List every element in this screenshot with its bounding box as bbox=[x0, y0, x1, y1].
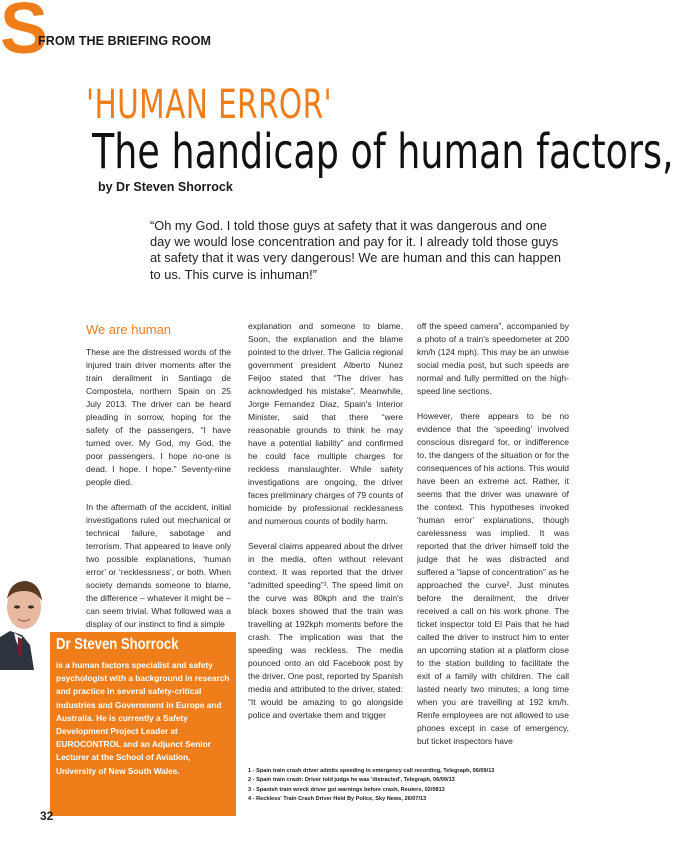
bio-text: is a human factors specialist and safety psychologist with a background in research and practice in several safety-critical industries and Government in Europe and Australia. He is currently a Safety Development Project Leader at EUROCONTROL and an Adjunct Senior Lecturer at the School of Aviation, University of New South Wales. bbox=[56, 660, 230, 776]
pull-quote bbox=[150, 218, 568, 283]
section-label: FROM THE BRIEFING ROOM bbox=[38, 34, 212, 48]
bio-name: Dr Steven Shorrock bbox=[56, 636, 179, 653]
paragraph: Several claims appeared about the driver in the media, often without relevant context. It was reported that the driver “admitted speeding”¹. The speed limit on the curve was 80kph and the train's black boxes showed that the train was travelling at 192kph moments before the crash. The implication was that the speeding was reckless. The media pounced onto an old Facebook post by the driver. One post, reported by Spanish media and attributed to the driver, stated: “It would be amazing to go alongside police and overtake them and trigger bbox=[248, 541, 403, 720]
briefing-room-logo: S bbox=[0, 0, 47, 69]
paragraph: explanation and someone to blame. Soon, the explanation and the blame pointed to the driver. The Galicia regional government president Alberto Nunez Feijoo stated that “The driver has acknowledged his mistake”. Meanwhile, Jorge Fernandez Diaz, Spain's Interior Minister, said that there “were reasonable grounds to think he may have a potential liability” and confirmed he could face multiple charges for reckless manslaughter. While safety investigations are ongoing, the driver faces preliminary charges of 79 counts of homicide by professional recklessness and numerous counts of bodily harm. bbox=[248, 321, 403, 526]
footnote: 1 - Spain train crash driver admits speeding in emergency call recording, Telegraph, 06/09/13 bbox=[248, 768, 495, 774]
paragraph: However, there appears to be no evidence that the ‘speeding’ involved conscious disregard for, or indifference to, the dangers of the situation or for the consequences of his actions. This would have been an extreme act. Rather, it seems that the driver was unaware of the context. This hypotheses invoked ‘human error’ explanations, though carelessness was implied. It was reported that the driver himself told the judge that he was distracted and suffered a “lapse of concentration” as he approached the curve². Just minutes before the derailment, the driver received a call on his work phone. The ticket inspector told El Pais that he had called the driver to instruct him to enter an upcoming station at a platform close to the station building to facilitate the exit of a family with children. The call lasted nearly two minutes; a long time when you are travelling at 192 km/h. Renfe employees are not allowed to use phones except in case of emergency, but ticket inspectors have bbox=[417, 411, 569, 746]
pull-quote-text: “Oh my God. I told those guys at safety that it was dangerous and one day we would lose concentration and pay for it. I already told those guys at safety that it was very dangerous! We are human and this can happen to us. This curve is inhuman!” bbox=[150, 218, 561, 282]
section-subhead: We are human bbox=[86, 322, 172, 337]
article-title: The handicap of human factors, bbox=[92, 124, 674, 180]
column-3 bbox=[417, 320, 569, 760]
paragraph: These are the distressed words of the injured train driver moments after the train derailment in Santiago de Compostela, northern Spain on 25 July 2013. The driver can be heard pleading in sorrow, hoping for the safety of the passengers, “I have turned over. My God, my God, the poor passengers. I hope no-one is dead. I hope. I hope.” Seventy-nine people died. bbox=[86, 347, 231, 487]
byline: by Dr Steven Shorrock bbox=[98, 180, 233, 194]
footnotes bbox=[248, 767, 568, 805]
footnote: 2 - Spain train crash: Driver told judge he was 'distracted', Telegraph, 06/09/13 bbox=[248, 777, 455, 784]
footnote: 3 - Spanish train wreck driver got warnings before crash, Reuters, 02/0813 bbox=[248, 786, 445, 793]
page-number: 32 bbox=[40, 809, 54, 823]
article-kicker: 'HUMAN ERROR' bbox=[86, 82, 333, 128]
paragraph: off the speed camera”, accompanied by a photo of a train's speedometer at 200 km/h (124 mph). This may be an unwise social media post, but such speeds are normal and fully permitted on the high-speed line sections. bbox=[417, 321, 569, 396]
footnote: 4 - Reckless' Train Crash Driver Held By Police, Sky News, 26/07/13 bbox=[248, 796, 427, 803]
column-2 bbox=[248, 320, 403, 734]
paragraph: In the aftermath of the accident, initial investigations ruled out mechanical or technical failure, sabotage and terrorism. That appeared to leave only two possible explanations, ‘human error’ or ‘recklessness’, or both. When society demands someone to blame, the difference – whatever it might be – can seem trivial. What followed was a display of our instinct to find a simple bbox=[86, 502, 231, 629]
column-1 bbox=[86, 346, 231, 643]
author-photo bbox=[0, 567, 50, 670]
